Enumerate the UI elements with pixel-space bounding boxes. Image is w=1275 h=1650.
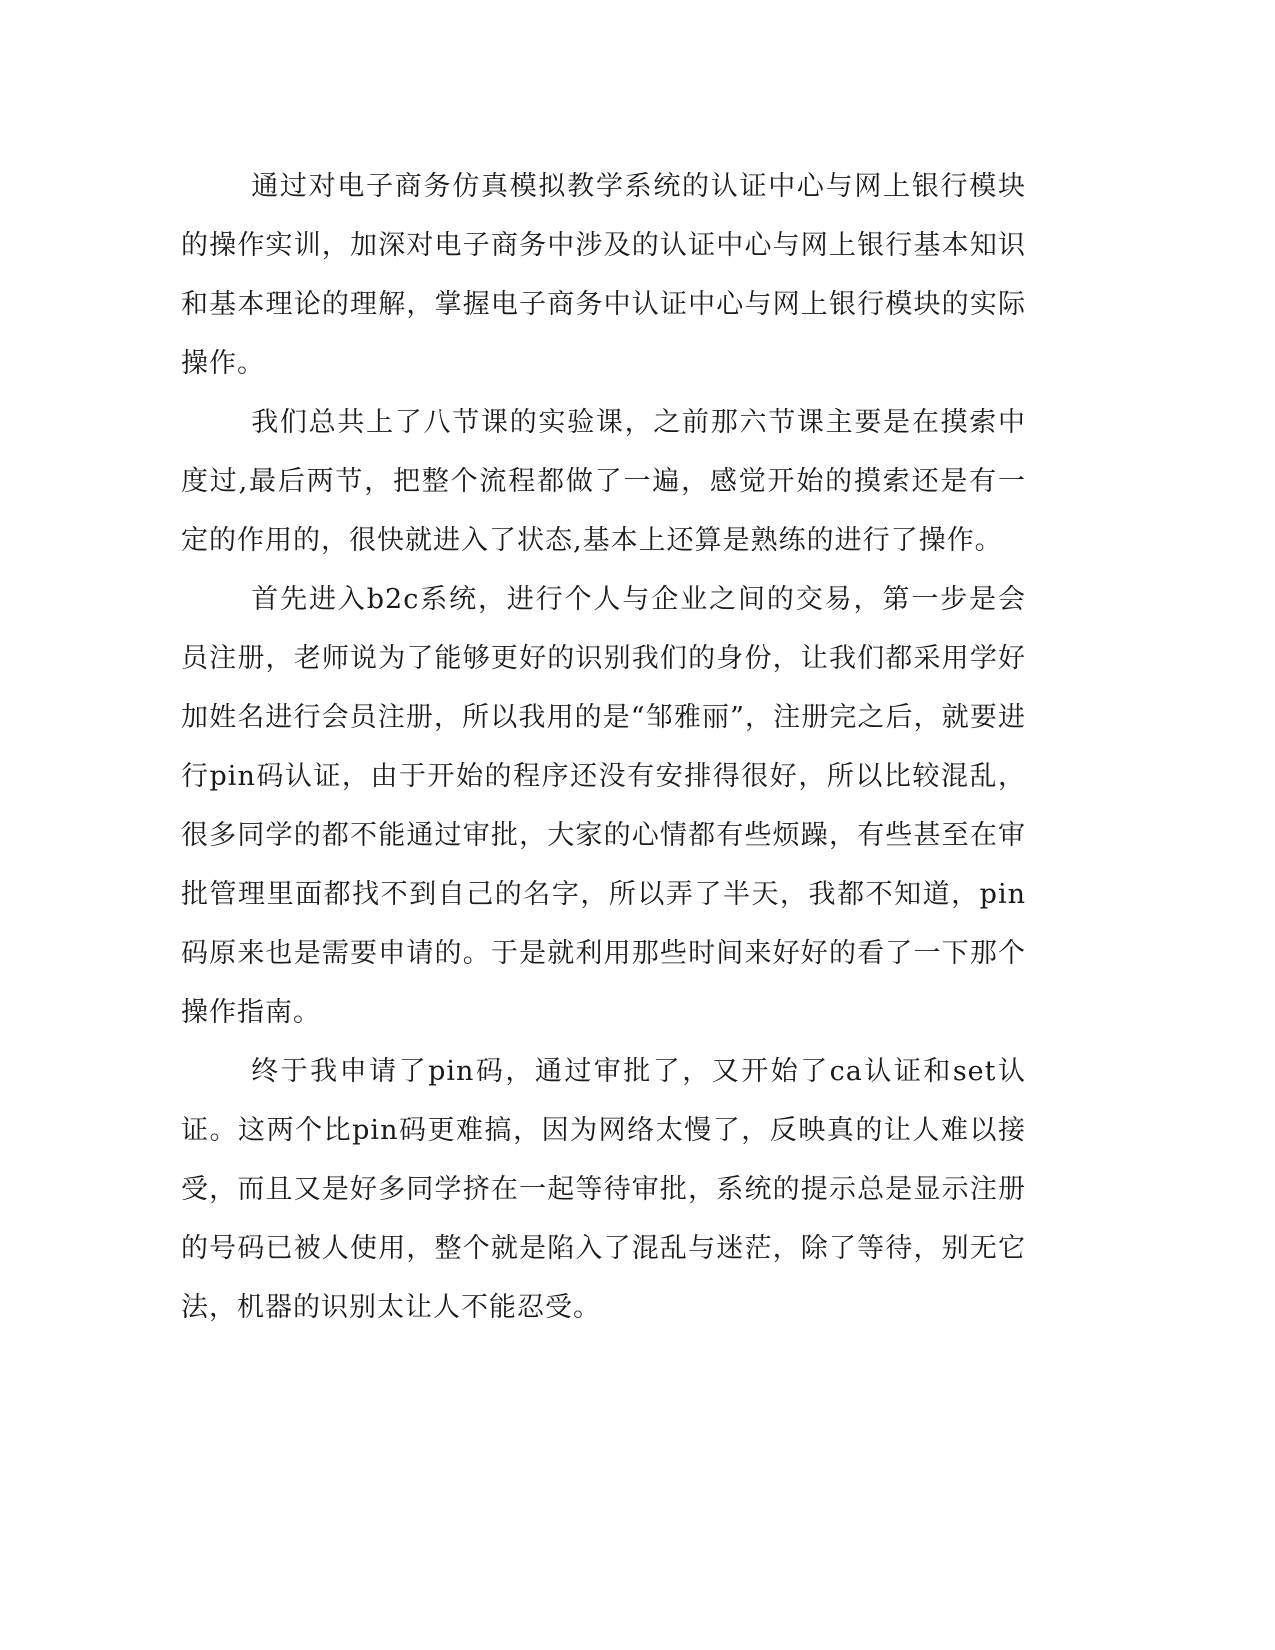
- paragraph-certification: 终于我申请了pin码，通过审批了，又开始了ca认证和set认证。这两个比pin码更难搞，因为网络太慢了，反映真的让人难以接受，而且又是好多同学挤在一起等待审批，系统的提示总是显示注册的号码已被人使用，整个就是陷入了混乱与迷茫，除了等待，别无它法，机器的识别太让人不能忍受。: [181, 1056, 1026, 1323]
- paragraph-b2c-registration: 首先进入b2c系统，进行个人与企业之间的交易，第一步是会员注册，老师说为了能够更好的识别我们的身份，让我们都采用学好加姓名进行会员注册，所以我用的是“邹雅丽”，注册完之后，就要进行pin码认证，由于开始的程序还没有安排得很好，所以比较混乱，很多同学的都不能通过审批，大家的心情都有些烦躁，有些甚至在审批管理里面都找不到自己的名字，所以弄了半天，我都不知道，pin码原来也是需要申请的。于是就利用那些时间来好好的看了一下那个操作指南。: [181, 584, 1026, 1028]
- paragraph-course-overview: 我们总共上了八节课的实验课，之前那六节课主要是在摸索中度过,最后两节，把整个流程都做了一遍，感觉开始的摸索还是有一定的作用的，很快就进入了状态,基本上还算是熟练的进行了操作。: [181, 407, 1026, 556]
- paragraph-objective: 通过对电子商务仿真模拟教学系统的认证中心与网上银行模块的操作实训，加深对电子商务中涉及的认证中心与网上银行基本知识和基本理论的理解，掌握电子商务中认证中心与网上银行模块的实际操作。: [181, 171, 1026, 379]
- document-body: [181, 157, 1026, 1337]
